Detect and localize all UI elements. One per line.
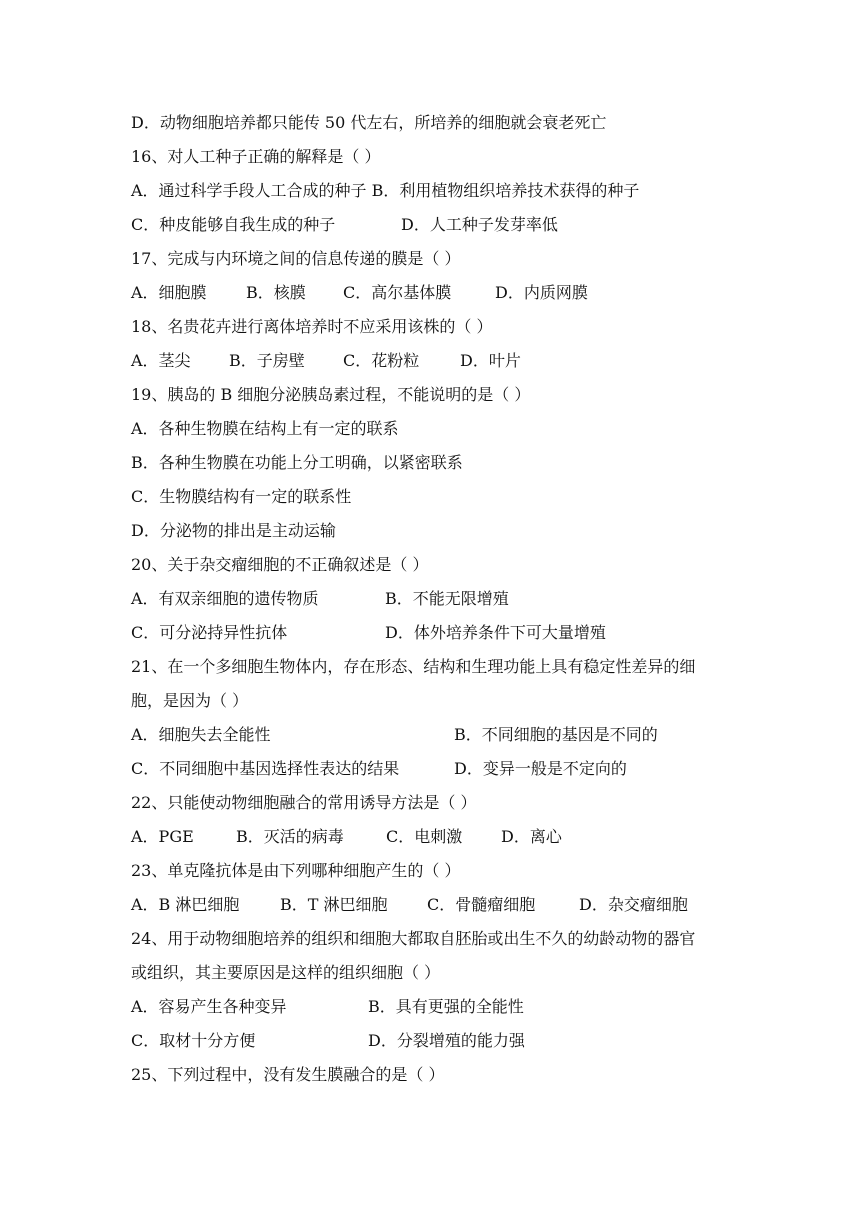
options-cd-q21 — [131, 752, 751, 786]
option-b-q18: B．子房壁 — [229, 351, 305, 370]
option-a-q21: A．细胞失去全能性 — [131, 725, 271, 744]
options-cd-q24 — [131, 1024, 751, 1058]
option-c-q19: C．生物膜结构有一定的联系性 — [131, 487, 352, 506]
option-d-q19: D．分泌物的排出是主动运输 — [131, 521, 336, 540]
question-25: 25、下列过程中，没有发生膜融合的是（ ） — [131, 1065, 445, 1084]
question-17: 17、完成与内环境之间的信息传递的膜是（ ） — [131, 249, 461, 268]
option-c-q20: C．可分泌持异性抗体 — [131, 623, 288, 642]
option-d-q15: D．动物细胞培养都只能传 50 代左右，所培养的细胞就会衰老死亡 — [131, 113, 607, 132]
option-a-q18: A．茎尖 — [131, 351, 191, 370]
option-c-q24: C．取材十分方便 — [131, 1031, 256, 1050]
options-q23 — [131, 888, 751, 922]
options-q17 — [131, 276, 751, 310]
option-c-q22: C．电刺激 — [386, 827, 463, 846]
option-d-q22: D．离心 — [501, 827, 562, 846]
document-page — [131, 106, 751, 1092]
option-d-q17: D．内质网膜 — [495, 283, 588, 302]
options-ab-q24 — [131, 990, 751, 1024]
question-21-line-2: 胞，是因为（ ） — [131, 691, 249, 710]
question-16: 16、对人工种子正确的解释是（ ） — [131, 147, 381, 166]
question-19: 19、胰岛的 B 细胞分泌胰岛素过程，不能说明的是（ ） — [131, 385, 531, 404]
options-cd-q16 — [131, 208, 751, 242]
option-b-q22: B．灭活的病毒 — [236, 827, 344, 846]
option-c-q16: C．种皮能够自我生成的种子 — [131, 215, 336, 234]
option-b-q23: B．T 淋巴细胞 — [280, 895, 388, 914]
option-d-q18: D．叶片 — [460, 351, 521, 370]
option-b-q20: B．不能无限增殖 — [385, 589, 509, 608]
question-18: 18、名贵花卉进行离体培养时不应采用该株的（ ） — [131, 317, 493, 336]
option-d-q23: D．杂交瘤细胞 — [579, 895, 688, 914]
question-22: 22、只能使动物细胞融合的常用诱导方法是（ ） — [131, 793, 477, 812]
options-ab-q20 — [131, 582, 751, 616]
option-a-q23: A．B 淋巴细胞 — [131, 895, 240, 914]
options-q22 — [131, 820, 751, 854]
option-a-q19: A．各种生物膜在结构上有一定的联系 — [131, 419, 399, 438]
option-b-q19: B．各种生物膜在功能上分工明确，以紧密联系 — [131, 453, 463, 472]
option-a-q20: A．有双亲细胞的遗传物质 — [131, 589, 319, 608]
option-d-q21: D．变异一般是不定向的 — [454, 759, 627, 778]
option-b-q24: B．具有更强的全能性 — [368, 997, 524, 1016]
options-cd-q20 — [131, 616, 751, 650]
option-a-q24: A．容易产生各种变异 — [131, 997, 287, 1016]
options-ab-q21 — [131, 718, 751, 752]
question-21-line-1: 21、在一个多细胞生物体内，存在形态、结构和生理功能上具有稳定性差异的细 — [131, 657, 696, 676]
options-q18 — [131, 344, 751, 378]
question-23: 23、单克隆抗体是由下列哪种细胞产生的（ ） — [131, 861, 461, 880]
option-d-q20: D．体外培养条件下可大量增殖 — [385, 623, 606, 642]
option-d-q16: D．人工种子发芽率低 — [401, 215, 558, 234]
question-20: 20、关于杂交瘤细胞的不正确叙述是（ ） — [131, 555, 429, 574]
option-b-q17: B．核膜 — [246, 283, 306, 302]
option-a-q17: A．细胞膜 — [131, 283, 207, 302]
option-c-q18: C．花粉粒 — [343, 351, 420, 370]
option-c-q23: C．骨髓瘤细胞 — [427, 895, 536, 914]
option-b-q21: B．不同细胞的基因是不同的 — [454, 725, 658, 744]
option-d-q24: D．分裂增殖的能力强 — [368, 1031, 525, 1050]
options-ab-q16: A．通过科学手段人工合成的种子 B．利用植物组织培养技术获得的种子 — [131, 181, 640, 200]
option-c-q21: C．不同细胞中基因选择性表达的结果 — [131, 759, 400, 778]
option-a-q22: A．PGE — [131, 827, 194, 846]
question-24-line-2: 或组织，其主要原因是这样的组织细胞（ ） — [131, 963, 441, 982]
option-c-q17: C．高尔基体膜 — [343, 283, 452, 302]
question-24-line-1: 24、用于动物细胞培养的组织和细胞大都取自胚胎或出生不久的幼龄动物的器官 — [131, 929, 696, 948]
